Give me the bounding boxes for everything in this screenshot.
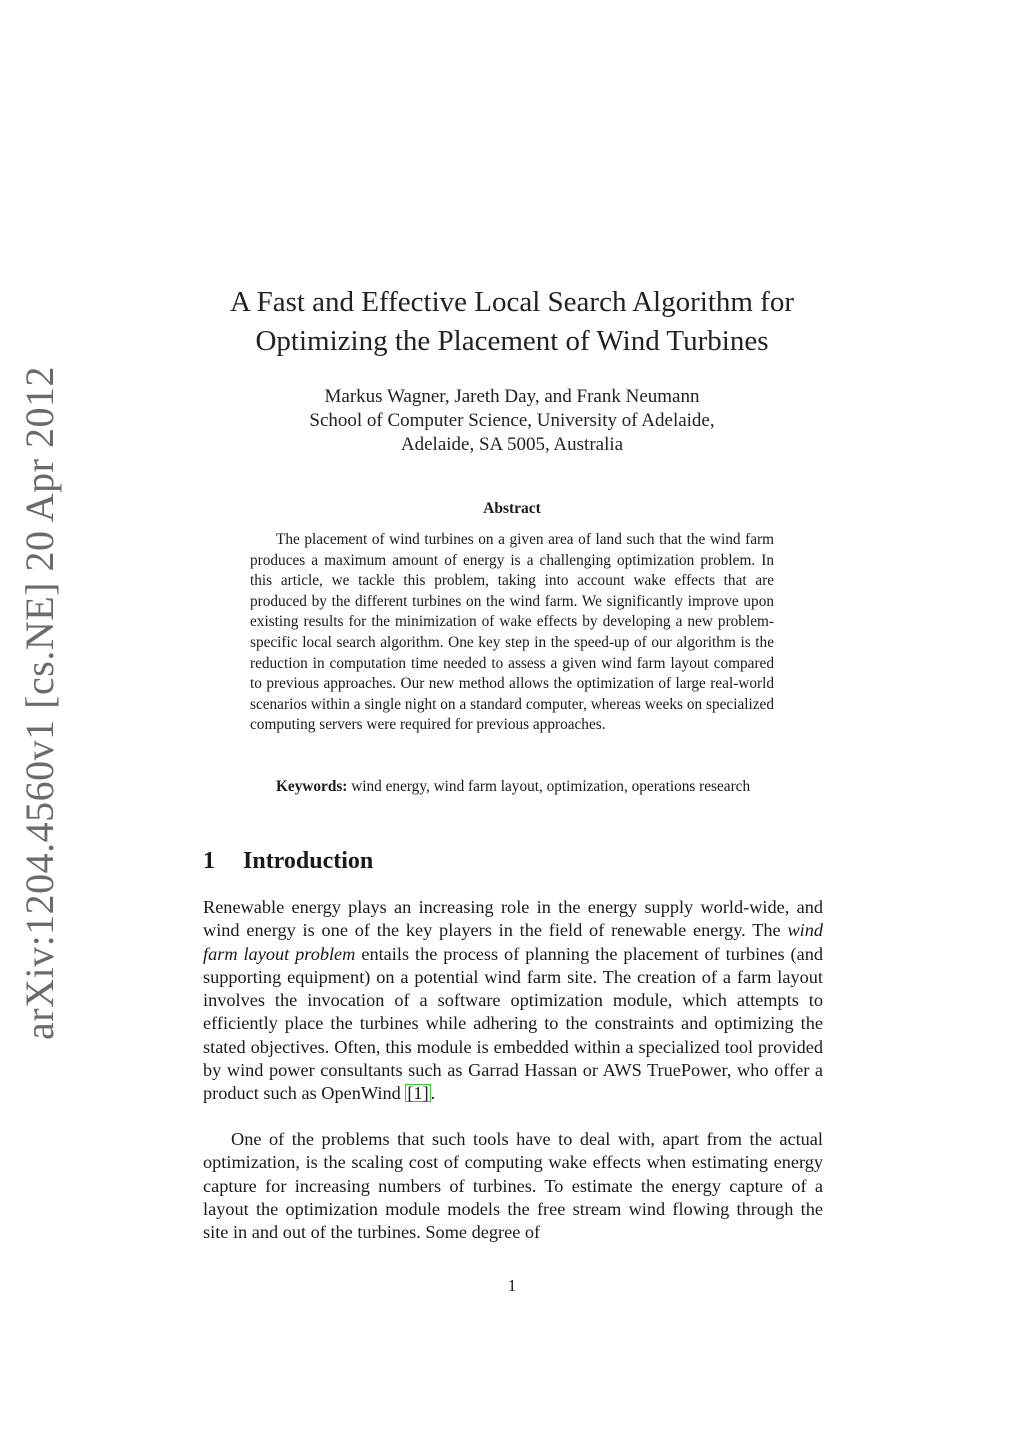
arxiv-identifier: arXiv:1204.4560v1 [cs.NE] 20 Apr 2012: [17, 366, 62, 1040]
author-block: [200, 385, 824, 457]
citation-link[interactable]: [1]: [407, 1083, 429, 1104]
page-number: 1: [507, 1276, 517, 1295]
title-line-2: Optimizing the Placement of Wind Turbines: [255, 325, 769, 357]
keywords: [250, 777, 774, 798]
author-address: Adelaide, SA 5005, Australia: [400, 434, 624, 455]
section-number: 1: [203, 848, 215, 874]
section-title: Introduction: [243, 848, 374, 874]
title-line-1: A Fast and Effective Local Search Algorithm for: [230, 286, 794, 318]
keywords-label: Keywords:: [276, 778, 348, 795]
p1-emphasis: wind farm layout problem: [203, 920, 823, 964]
paper-title: [200, 283, 824, 361]
intro-paragraph-1: [203, 896, 823, 1106]
p1-text-end: .: [430, 1083, 436, 1104]
abstract-text: The placement of wind turbines on a given area of land such that the wind farm produces a maximum amount of energy is a challenging optimization problem. In this article, we tackle this problem, taking into account wake effects that are produced by the different turbines on the wind farm. We significantly improve upon existing results for the minimization of wake effects by developing a new problem-specific local search algorithm. One key step in the speed-up of our algorithm is the reduction in computation time needed to assess a given wind farm layout compared to previous approaches. Our new method allows the optimization of large real-world scenarios within a single night on a standard computer, whereas weeks on specialized computing servers were required for previous approaches.: [250, 531, 774, 734]
p1-text-a: Renewable energy plays an increasing role in the energy supply world-wide, and wind energy is one of the key players in the field of renewable energy. The: [203, 897, 823, 941]
section-heading: [203, 848, 823, 875]
author-affiliation: School of Computer Science, University of Adelaide,: [309, 410, 715, 431]
p1-text-b: entails the process of planning the placement of turbines (and supporting equipment) on a potential wind farm site. The creation of a farm layout involves the invocation of a software optimization module, which attempts to efficiently place the turbines while adhering to the constraints and optimizing the stated objectives. Often, this module is embedded within a specialized tool provided by wind power consultants such as Garrad Hassan or AWS TruePower, who offer a product such as OpenWind: [203, 943, 823, 1104]
intro-paragraph-2: One of the problems that such tools have to deal with, apart from the actual optimization, is the scaling cost of computing wake effects when estimating energy capture for increasing numbers of turbines. To estimate the energy capture of a layout the optimization module models the free stream wind flowing through the site in and out of the turbines. Some degree of: [203, 1129, 823, 1243]
abstract-heading: Abstract: [483, 500, 541, 517]
keywords-list: wind energy, wind farm layout, optimization, operations research: [351, 778, 751, 795]
author-names: Markus Wagner, Jareth Day, and Frank Neumann: [324, 386, 700, 407]
